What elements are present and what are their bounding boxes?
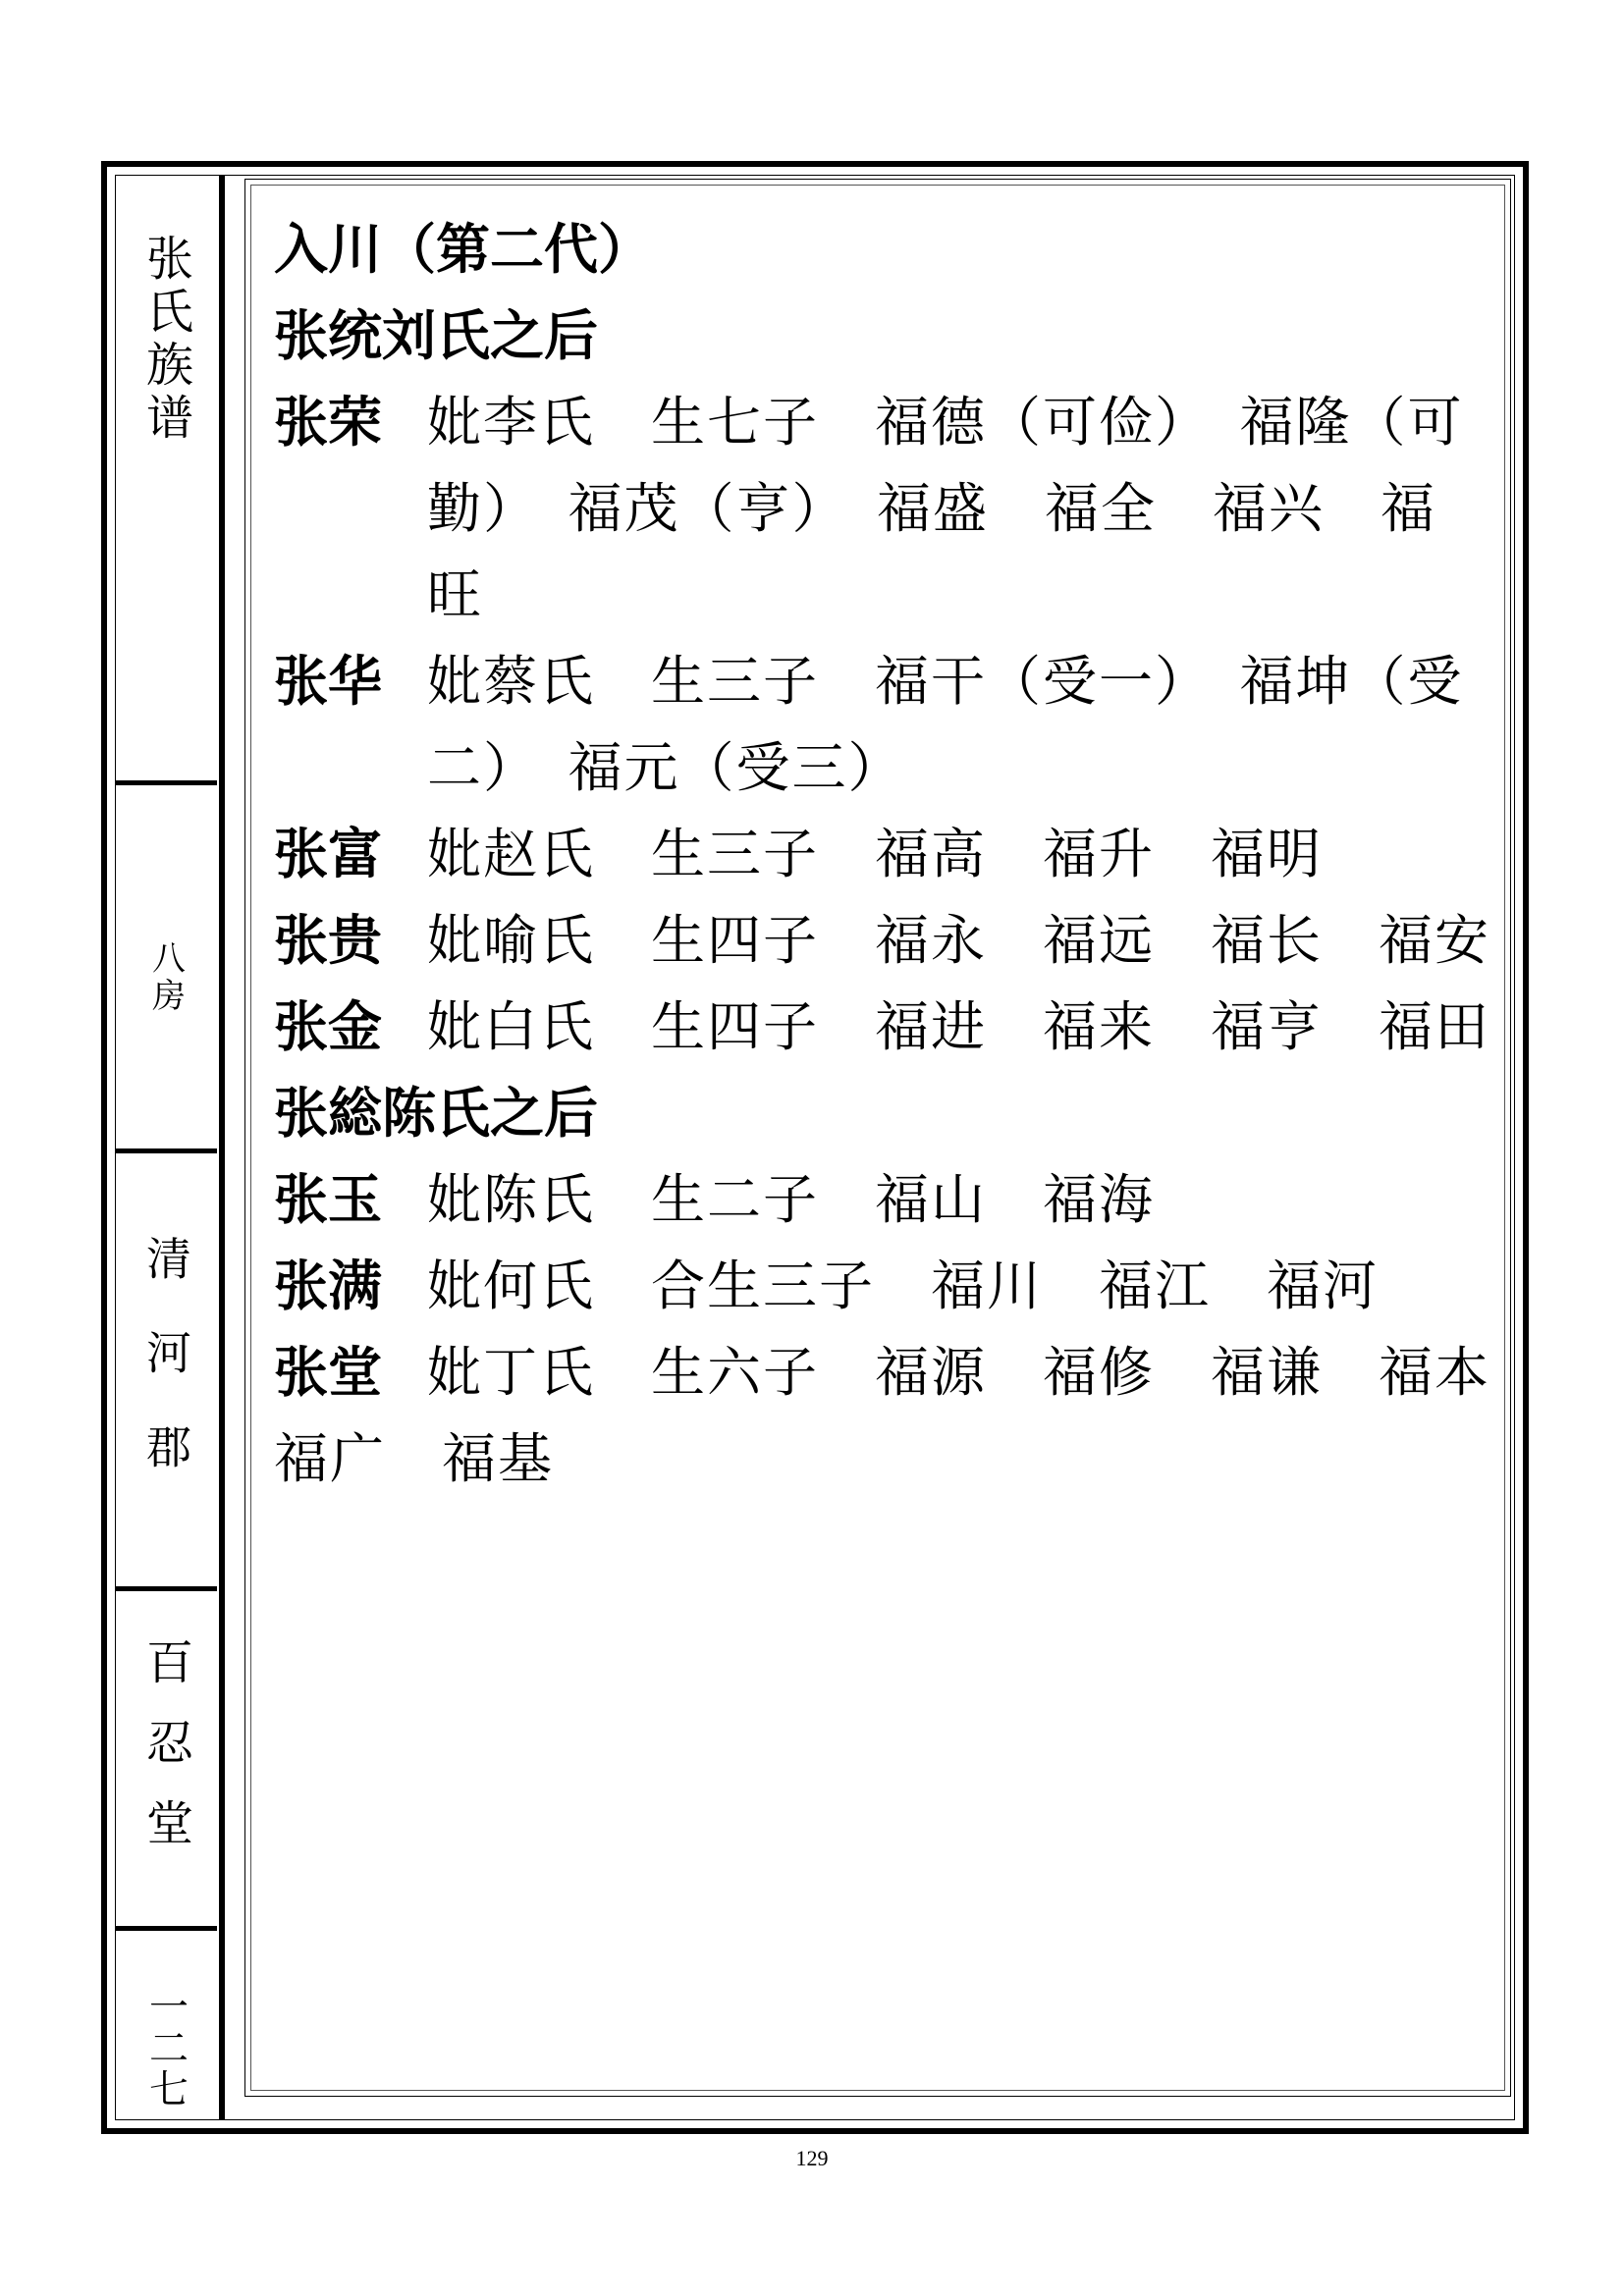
- entry-name: 张满: [274, 1255, 383, 1317]
- entry-text: 妣白氏 生四子 福进 福来 福亨 福田: [427, 995, 1491, 1058]
- content-area: [274, 206, 1491, 1502]
- entry-name: 张荣: [274, 391, 383, 454]
- entry-name: 张玉: [274, 1168, 383, 1231]
- entry-name: 张堂: [274, 1341, 383, 1404]
- sidebar-folio-cell: [115, 1986, 217, 2123]
- entry-row: [274, 897, 1491, 984]
- entry-text: 妣喻氏 生四子 福永 福远 福长 福安: [427, 909, 1491, 972]
- sidebar-hall-cell: [115, 1637, 217, 1893]
- sidebar-title-cell: [115, 234, 217, 783]
- entry-text: 妣陈氏 生二子 福山 福海: [427, 1168, 1156, 1231]
- entry-text: 妣何氏 合生三子 福川 福江 福河: [427, 1255, 1380, 1317]
- sidebar-divider: [115, 1586, 217, 1591]
- hall-label: 百忍堂: [137, 1637, 193, 1879]
- entry-row: [274, 984, 1491, 1070]
- sidebar-branch-cell: [115, 940, 217, 1137]
- entry-text: 妣赵氏 生三子 福高 福升 福明: [427, 823, 1324, 885]
- entry-row: [274, 1243, 1491, 1329]
- commandery-label: 清河郡: [139, 1235, 192, 1518]
- entry-text: 妣李氏 生七子 福德（可俭） 福隆（可勤） 福茂（亨） 福盛 福全 福兴 福旺: [427, 391, 1464, 626]
- sidebar-divider: [115, 780, 217, 785]
- sidebar-divider: [115, 1148, 217, 1153]
- genealogy-title: 张氏族谱: [137, 234, 193, 446]
- entry-text: 妣蔡氏 生三子 福干（受一） 福坤（受二） 福元（受三）: [427, 650, 1464, 799]
- sidebar-commandery-cell: [115, 1235, 217, 1686]
- entry-row: [274, 379, 1491, 638]
- sidebar-divider: [115, 1926, 217, 1931]
- page-number: 129: [795, 2146, 829, 2170]
- entry-name: 张华: [274, 650, 383, 713]
- entry-row-last: [274, 1329, 1491, 1415]
- entry-name: 张贵: [274, 909, 383, 972]
- branch-label: 八房: [145, 940, 186, 1015]
- entry-row: [274, 811, 1491, 897]
- folio-number: 一二七: [142, 1986, 189, 2109]
- entry-row: [274, 1156, 1491, 1243]
- sidebar: [115, 175, 225, 2120]
- entry-row: [274, 638, 1491, 811]
- entry-name: 张金: [274, 995, 383, 1058]
- group-title: 张総陈氏之后: [274, 1082, 599, 1145]
- entry-name: 张富: [274, 823, 383, 885]
- section-title: 入川（第二代）: [274, 218, 653, 281]
- entry-continuation: 福广 福基: [274, 1427, 555, 1490]
- group-title: 张统刘氏之后: [274, 304, 599, 367]
- page-frame: [101, 161, 1529, 2134]
- entry-text: 妣丁氏 生六子 福源 福修 福谦 福本: [427, 1341, 1491, 1404]
